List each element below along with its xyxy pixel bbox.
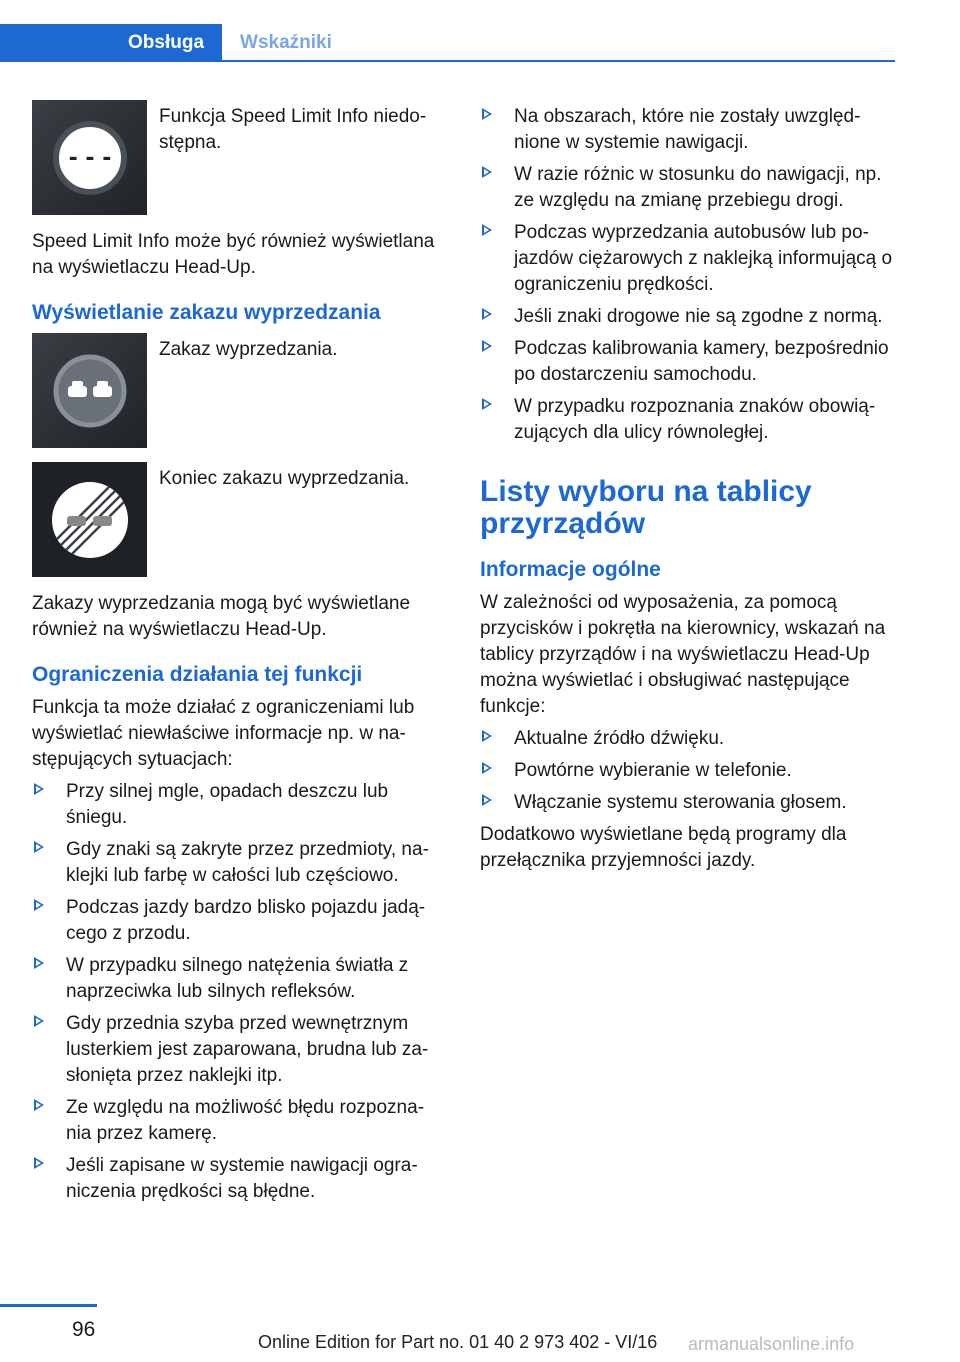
triangle-bullet-icon	[34, 841, 44, 853]
right-column	[480, 100, 900, 874]
end-no-overtaking-icon	[32, 462, 147, 577]
list-item: W razie różnic w stosunku do nawigacji, np. ze względu na zmianę przebiegu drogi.	[480, 162, 900, 214]
triangle-bullet-icon	[34, 1157, 44, 1169]
triangle-bullet-icon	[482, 398, 492, 410]
list-item: Jeśli znaki drogowe nie są zgodne z normą.	[480, 304, 900, 330]
sign-dash-text: - - -	[68, 145, 111, 171]
watermark: armanualsonline.info	[688, 1334, 855, 1354]
list-item: Gdy znaki są zakryte przez przedmioty, naklejki lub farbę w całości lub częściowo.	[32, 837, 442, 889]
list-item: Jeśli zapisane w systemie nawigacji ograniczenia prędkości są błędne.	[32, 1153, 442, 1205]
triangle-bullet-icon	[482, 794, 492, 806]
triangle-bullet-icon	[482, 762, 492, 774]
triangle-bullet-icon	[34, 899, 44, 911]
overtake-paragraph: Zakazy wyprzedzania mogą być wyświetlane również na wyświetlaczu Head-Up.	[32, 593, 411, 640]
footer-divider	[0, 1304, 97, 1307]
sign2-caption: Zakaz wyprzedzania.	[159, 339, 338, 360]
triangle-bullet-icon	[482, 108, 492, 120]
list-item: Podczas wyprzedzania autobusów lub pojazdów ciężarowych z naklejką informującą o ograniczeniu prędkości.	[480, 220, 900, 298]
speed-limit-paragraph: Speed Limit Info może być również wyświetlana na wyświetlaczu Head-Up.	[32, 231, 435, 278]
edition-note: Online Edition for Part no. 01 40 2 973 402 - VI/16	[258, 1332, 658, 1352]
list-item: Ze względu na możliwość błędu rozpoznania przez kamerę.	[32, 1095, 442, 1147]
no-overtaking-icon	[32, 333, 147, 448]
triangle-bullet-icon	[34, 1099, 44, 1111]
list-item: Aktualne źródło dźwięku.	[480, 726, 900, 752]
triangle-bullet-icon	[34, 1015, 44, 1027]
triangle-bullet-icon	[482, 166, 492, 178]
triangle-bullet-icon	[482, 224, 492, 236]
heading-limits: Ograniczenia działania tej funkcji	[32, 663, 363, 686]
list-item: Podczas kalibrowania kamery, bezpośrednio po dostarczeniu samochodu.	[480, 336, 900, 388]
header-tabs	[0, 24, 350, 62]
limits-paragraph: Funkcja ta może działać z ograniczeniami lub wyświetlać niewłaściwe informacje np. w następujących sytuacjach:	[32, 697, 415, 770]
speed-limit-unavailable-icon	[32, 100, 147, 215]
list-item: Powtórne wybieranie w telefonie.	[480, 758, 900, 784]
left-column	[32, 100, 442, 1211]
sign-row-end-overtake	[32, 462, 442, 577]
triangle-bullet-icon	[482, 730, 492, 742]
tab-obsluga[interactable]: Obsługa	[0, 24, 222, 62]
general-info-paragraph: W zależności od wyposażenia, za pomocą przycisków i pokrętła na kierownicy, wskazań na tablicy przyrządów i na wyświetlaczu Head-Up można wyświetlać i obsługiwać następujące funkcje:	[480, 592, 886, 717]
page-number: 96	[72, 1318, 96, 1341]
tab-wskazniki[interactable]: Wskaźniki	[240, 32, 332, 53]
limits-list-continued	[480, 104, 900, 446]
limits-list	[32, 779, 442, 1205]
list-item: Włączanie systemu sterowania głosem.	[480, 790, 900, 816]
list-item: Na obszarach, które nie zostały uwzględnione w systemie nawigacji.	[480, 104, 900, 156]
functions-list	[480, 726, 900, 816]
header-divider	[0, 60, 895, 62]
triangle-bullet-icon	[34, 957, 44, 969]
sign3-caption: Koniec zakazu wyprzedzania.	[159, 468, 410, 489]
heading-general-info: Informacje ogólne	[480, 558, 661, 581]
list-item: Przy silnej mgle, opadach deszczu lub śniegu.	[32, 779, 442, 831]
list-item: W przypadku rozpoznania znaków obowiązujących dla ulicy równoległej.	[480, 394, 900, 446]
triangle-bullet-icon	[34, 783, 44, 795]
heading-overtake: Wyświetlanie zakazu wyprzedzania	[32, 301, 381, 324]
sign-row-no-info	[32, 100, 442, 215]
triangle-bullet-icon	[482, 308, 492, 320]
list-item: Gdy przednia szyba przed wewnętrznym lusterkiem jest zaparowana, brudna lub zasłonięta przez naklejki itp.	[32, 1011, 442, 1089]
section-title: Listy wyboru na tablicy przyrządów	[480, 475, 812, 540]
triangle-bullet-icon	[482, 340, 492, 352]
sign1-caption: Funkcja Speed Limit Info niedostępna.	[159, 106, 427, 153]
sign-row-no-overtake	[32, 333, 442, 448]
list-item: Podczas jazdy bardzo blisko pojazdu jadącego z przodu.	[32, 895, 442, 947]
driving-modes-paragraph: Dodatkowo wyświetlane będą programy dla przełącznika przyjemności jazdy.	[480, 824, 847, 871]
list-item: W przypadku silnego natężenia światła z naprzeciwka lub silnych refleksów.	[32, 953, 442, 1005]
